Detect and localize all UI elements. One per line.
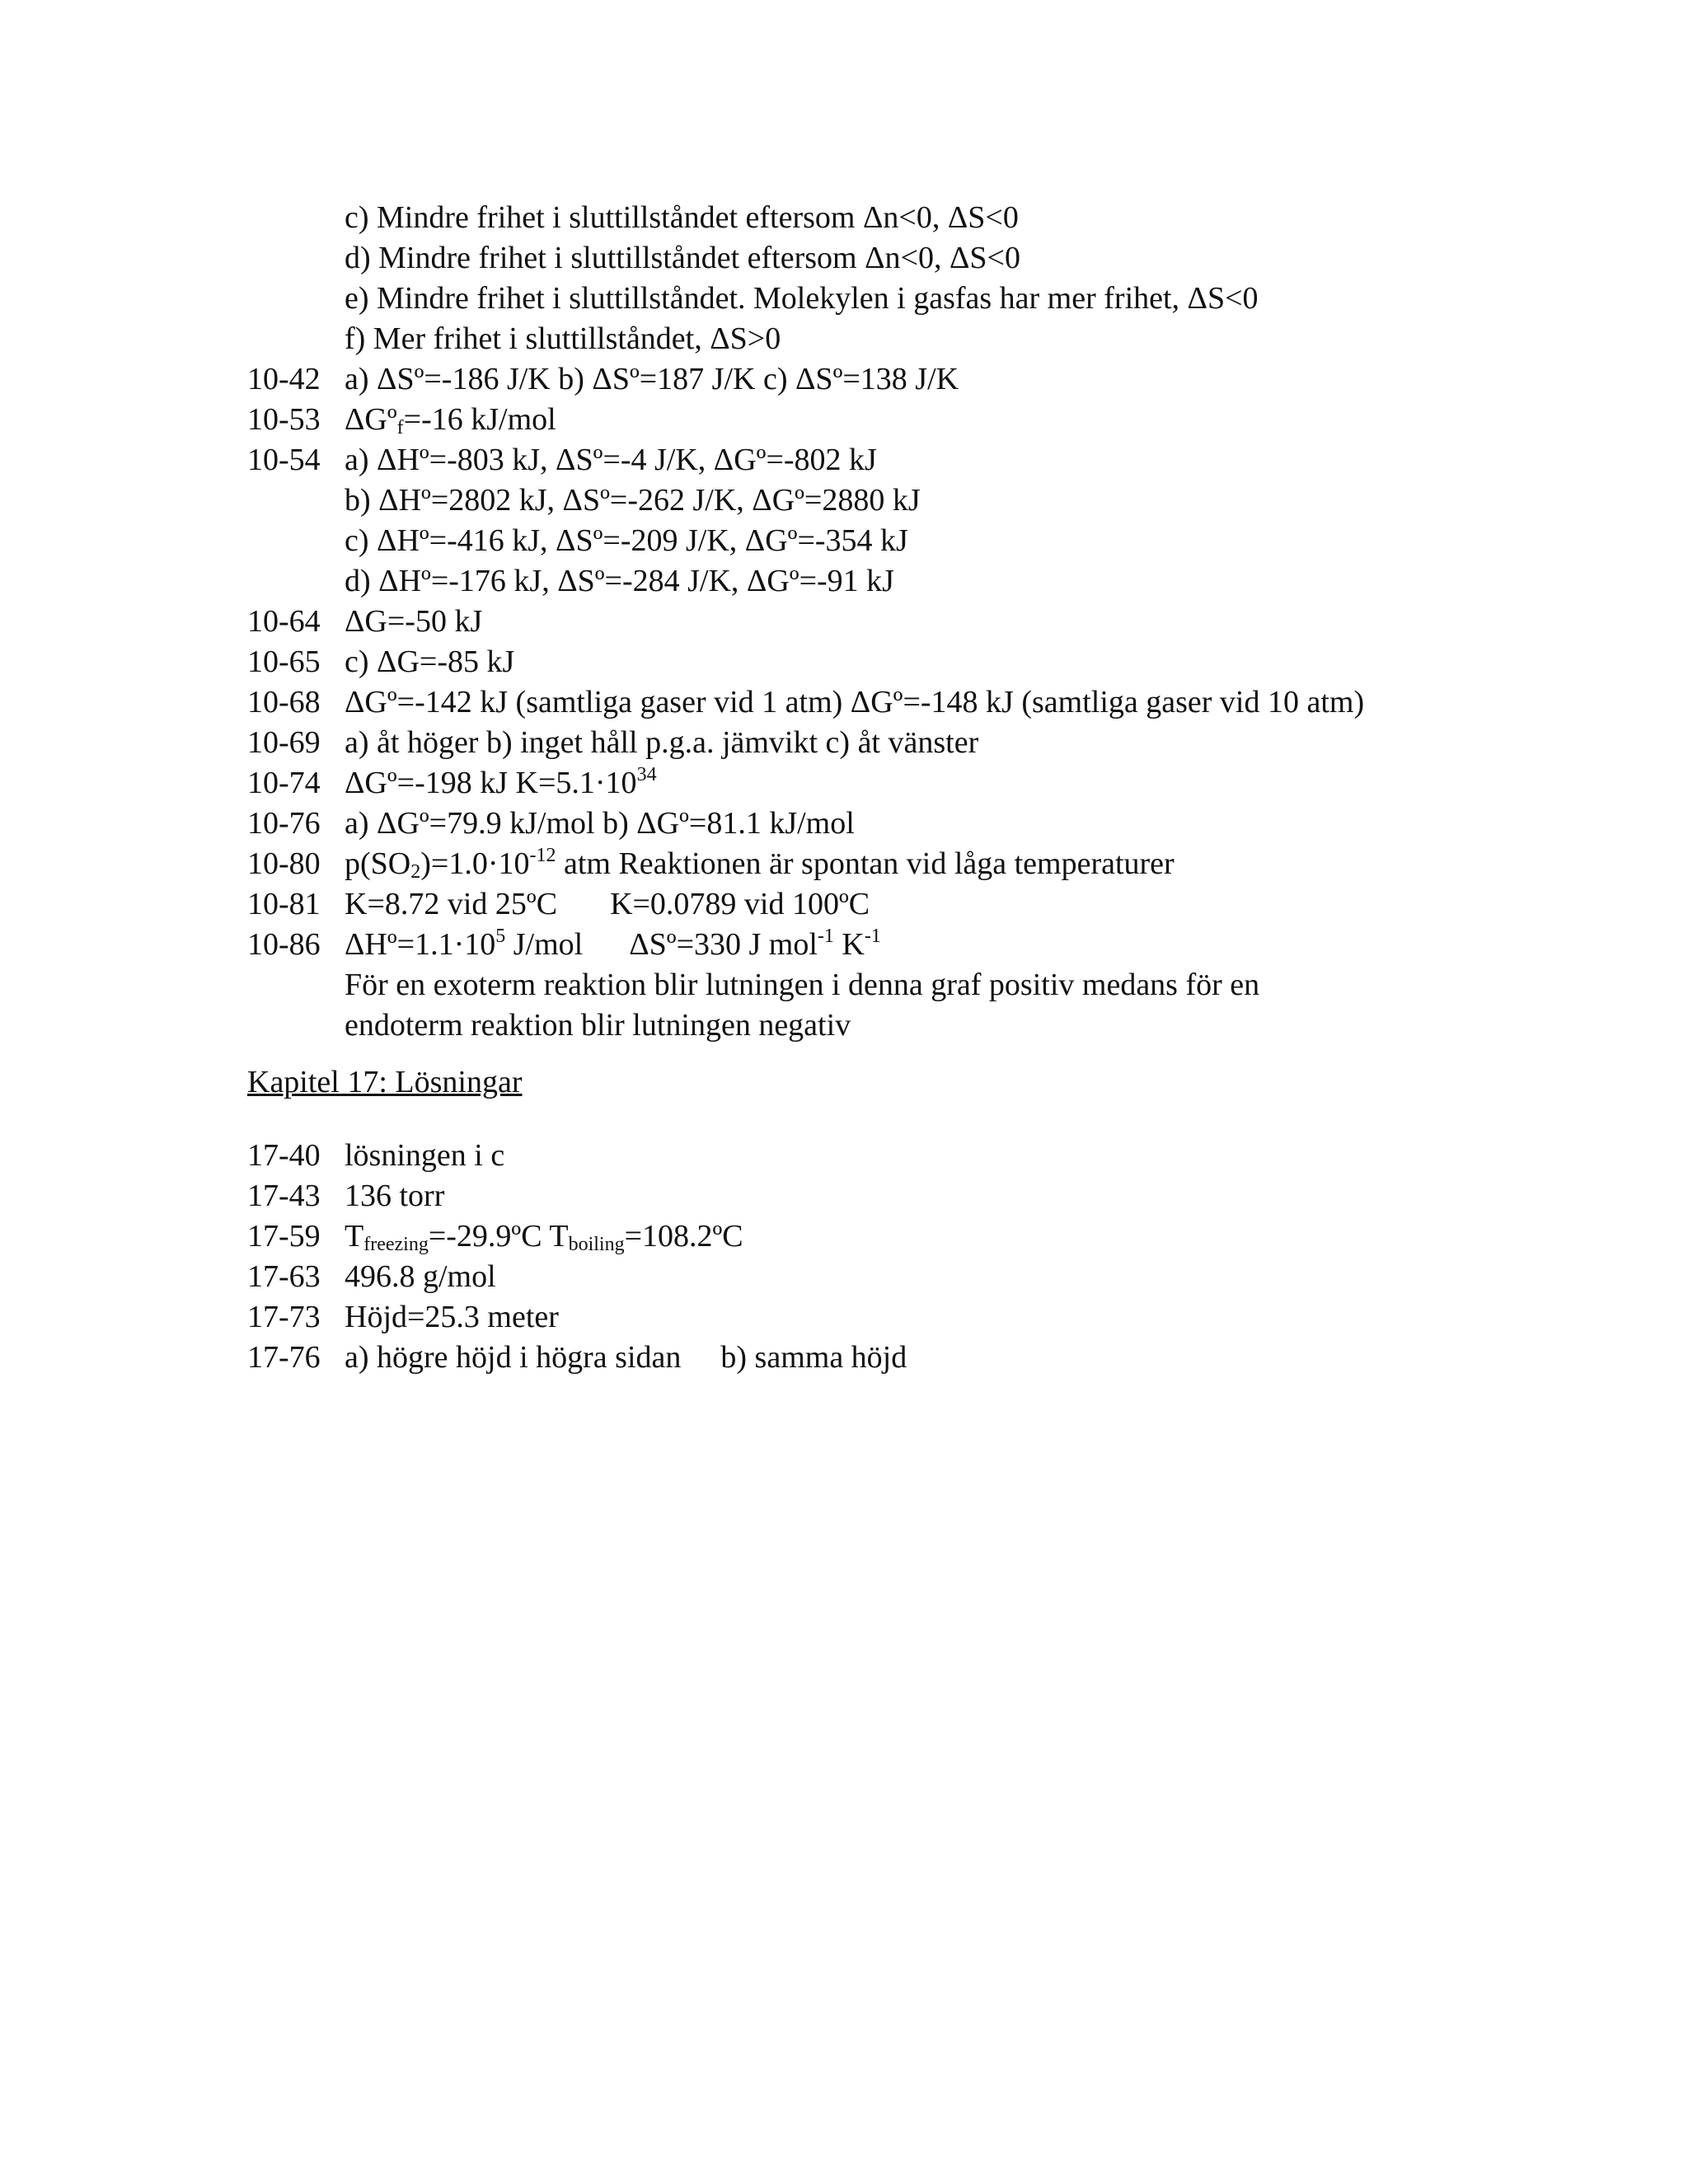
list-item bbox=[247, 1005, 1648, 1046]
list-item bbox=[247, 440, 1648, 480]
answer-text: lösningen i c bbox=[345, 1138, 505, 1173]
list-item bbox=[247, 682, 1648, 723]
problem-number: 10-74 bbox=[247, 766, 321, 800]
list-item bbox=[247, 844, 1648, 884]
answer-text: 496.8 g/mol bbox=[345, 1259, 496, 1294]
problem-number: 10-80 bbox=[247, 846, 321, 881]
list-item bbox=[247, 884, 1648, 925]
list-item bbox=[247, 642, 1648, 682]
answer-text: 136 torr bbox=[345, 1179, 445, 1213]
answer-text: a) högre höjd i högra sidan b) samma höjd bbox=[345, 1340, 907, 1375]
answer-list bbox=[247, 198, 1648, 1378]
answer-text: K=8.72 vid 25ºC K=0.0789 vid 100ºC bbox=[345, 887, 870, 921]
problem-number: 10-68 bbox=[247, 685, 321, 719]
problem-number: 10-69 bbox=[247, 725, 321, 760]
list-item bbox=[247, 1216, 1648, 1257]
problem-number: 17-63 bbox=[247, 1259, 321, 1294]
problem-number: 10-76 bbox=[247, 806, 321, 841]
list-item bbox=[247, 238, 1648, 279]
answer-text: c) Mindre frihet i sluttillståndet eftersom Δn<0, ΔS<0 bbox=[345, 200, 1019, 235]
problem-number: 17-40 bbox=[247, 1138, 321, 1173]
answer-text: a) åt höger b) inget håll p.g.a. jämvikt c) åt vänster bbox=[345, 725, 979, 760]
problem-number: 10-53 bbox=[247, 402, 321, 437]
problem-number: 10-65 bbox=[247, 644, 321, 679]
answer-text: c) ΔG=-85 kJ bbox=[345, 644, 515, 679]
problem-number: 17-73 bbox=[247, 1300, 321, 1334]
list-item bbox=[247, 521, 1648, 561]
list-item bbox=[247, 925, 1648, 965]
list-item bbox=[247, 480, 1648, 521]
problem-number: 17-59 bbox=[247, 1219, 321, 1254]
problem-number: 10-86 bbox=[247, 927, 321, 962]
list-item bbox=[247, 561, 1648, 602]
answer-text: ΔGº$_f$=-16 kJ/mol bbox=[345, 402, 556, 438]
list-item bbox=[247, 804, 1648, 844]
answer-text: a) ΔSº=-186 J/K b) ΔSº=187 J/K c) ΔSº=138 J/K bbox=[345, 362, 959, 396]
list-item bbox=[247, 602, 1648, 642]
list-item bbox=[247, 1338, 1648, 1378]
problem-number: 10-54 bbox=[247, 443, 321, 477]
answer-text: ΔGº=-198 kJ $K=5.1\cdot 10^{34}$ bbox=[345, 764, 657, 800]
answer-text: a) ΔGº=79.9 kJ/mol b) ΔGº=81.1 kJ/mol bbox=[345, 806, 855, 841]
problem-number: 10-42 bbox=[247, 362, 321, 396]
answer-text: $\Delta Hº=1.1\cdot 10^5$ J/mol ΔSº=330 J mol$^{-1}$ $K^{-1}$ bbox=[345, 926, 881, 962]
list-item bbox=[247, 400, 1648, 440]
problem-number: 17-43 bbox=[247, 1179, 321, 1213]
problem-number: 17-76 bbox=[247, 1340, 321, 1375]
answer-text: $T_{freezing}=-29.9ºC$ $T_{boiling}=108.2ºC$ bbox=[345, 1219, 743, 1255]
answer-text: ΔGº=-142 kJ (samtliga gaser vid 1 atm) ΔGº=-148 kJ (samtliga gaser vid 10 atm) bbox=[345, 685, 1365, 719]
list-item bbox=[247, 763, 1648, 804]
list-item bbox=[247, 279, 1648, 319]
list-item bbox=[247, 1176, 1648, 1216]
problem-number: 10-64 bbox=[247, 604, 321, 639]
list-item bbox=[247, 359, 1648, 400]
list-item bbox=[247, 1136, 1648, 1176]
answer-text: b) ΔHº=2802 kJ, ΔSº=-262 J/K, ΔGº=2880 kJ bbox=[345, 483, 921, 518]
section-heading: Kapitel 17: Lösningar bbox=[247, 1065, 523, 1099]
answer-text: c) ΔHº=-416 kJ, ΔSº=-209 J/K, ΔGº=-354 kJ bbox=[345, 523, 908, 558]
list-item bbox=[247, 723, 1648, 763]
list-item bbox=[247, 1257, 1648, 1297]
answer-text: endoterm reaktion blir lutningen negativ bbox=[345, 1008, 851, 1043]
answer-text: $p(SO_2)=1.0\cdot 10^{-12}$ atm Reaktionen är spontan vid låga temperaturer bbox=[345, 845, 1175, 883]
answer-text: f) Mer frihet i sluttillståndet, ΔS>0 bbox=[345, 321, 781, 356]
answer-text: Höjd=25.3 meter bbox=[345, 1300, 559, 1334]
answer-text: e) Mindre frihet i sluttillståndet. Molekylen i gasfas har mer frihet, ΔS<0 bbox=[345, 281, 1259, 316]
answer-text: a) ΔHº=-803 kJ, ΔSº=-4 J/K, ΔGº=-802 kJ bbox=[345, 443, 877, 477]
answer-text: ΔG=-50 kJ bbox=[345, 604, 483, 639]
problem-number: 10-81 bbox=[247, 887, 321, 921]
list-item bbox=[247, 319, 1648, 359]
list-item bbox=[247, 198, 1648, 238]
answer-text: d) Mindre frihet i sluttillståndet eftersom Δn<0, ΔS<0 bbox=[345, 241, 1020, 275]
list-item bbox=[247, 1297, 1648, 1338]
list-item bbox=[247, 965, 1648, 1005]
answer-text: För en exoterm reaktion blir lutningen i denna graf positiv medans för en bbox=[345, 968, 1260, 1002]
answer-text: d) ΔHº=-176 kJ, ΔSº=-284 J/K, ΔGº=-91 kJ bbox=[345, 564, 894, 598]
